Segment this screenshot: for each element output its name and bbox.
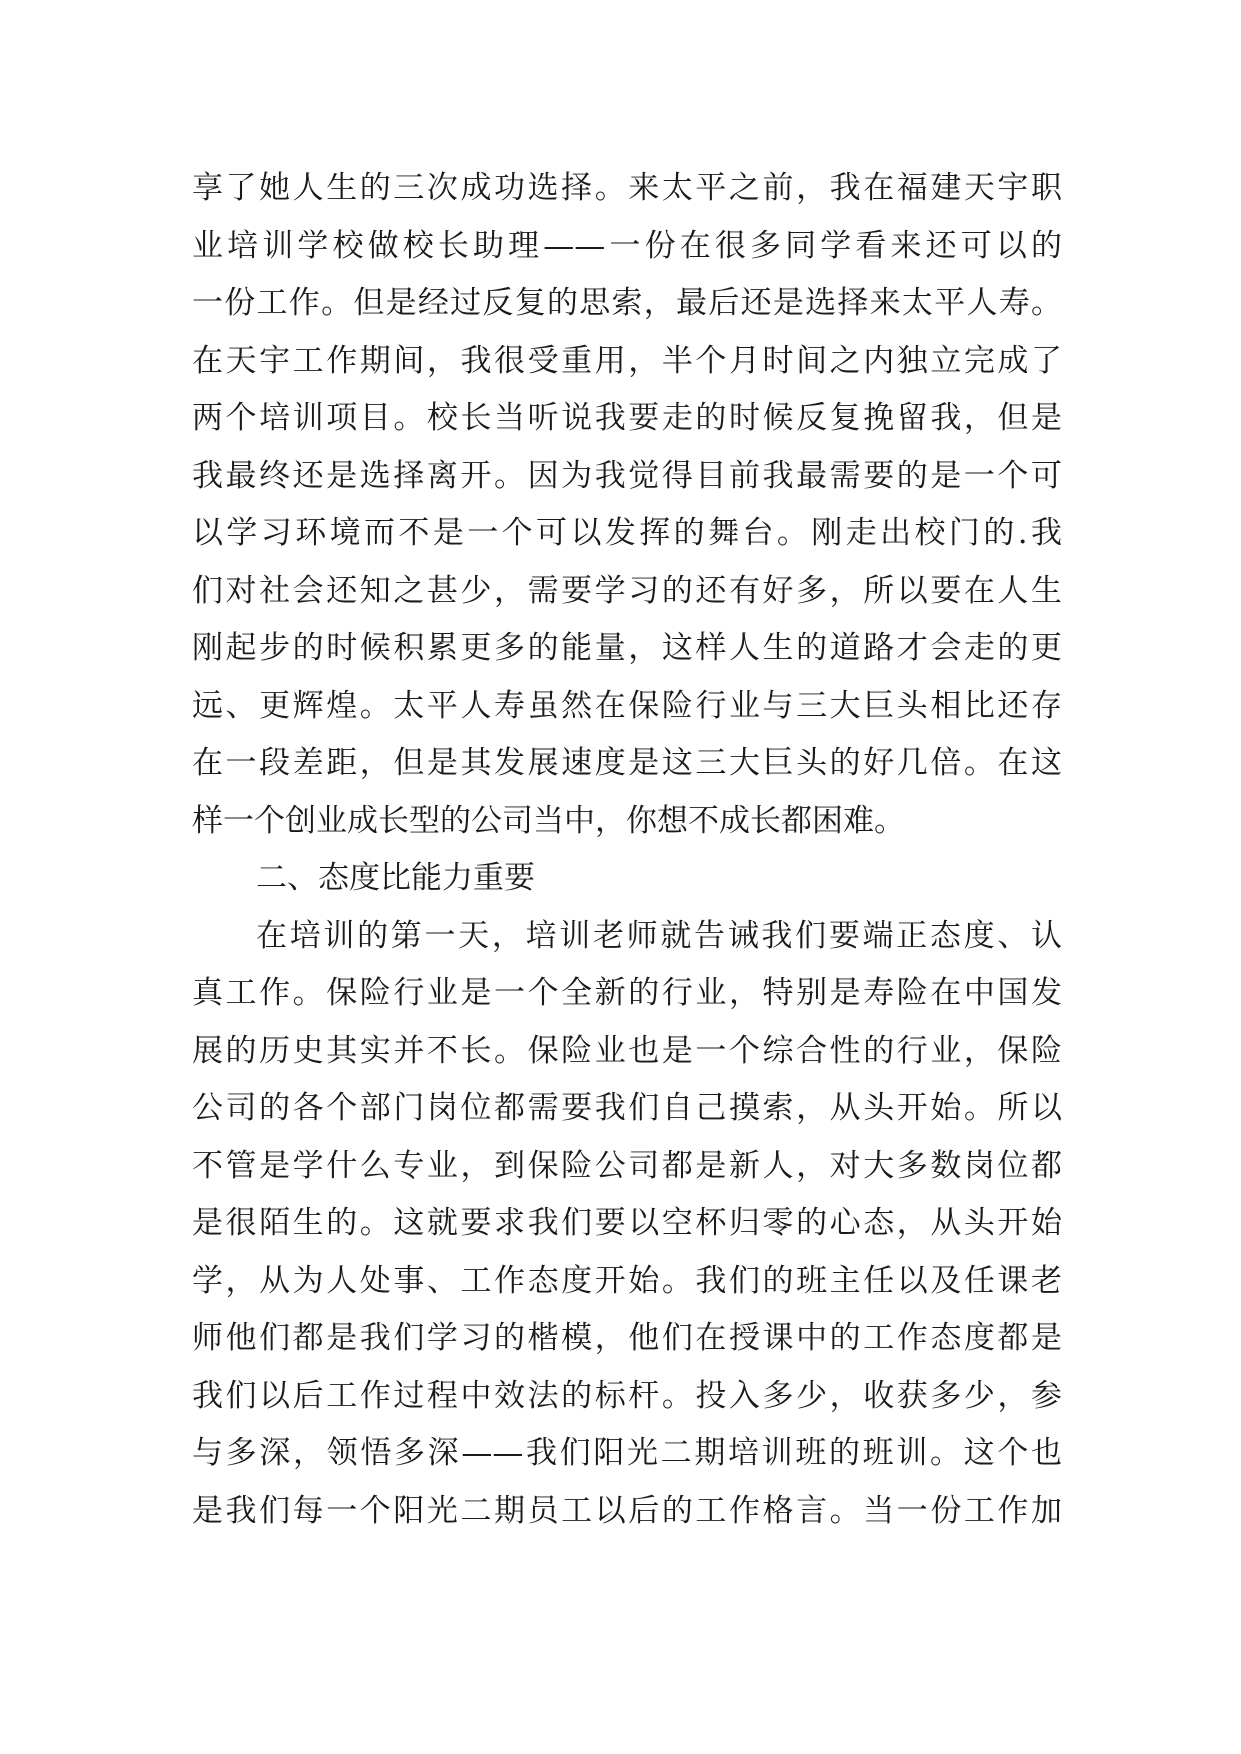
text-line: 与多深，领悟多深——我们阳光二期培训班的班训。这个也 — [192, 1435, 1062, 1471]
text-line: 是我们每一个阳光二期员工以后的工作格言。当一份工作加 — [192, 1492, 1062, 1529]
text-line: 在天宇工作期间，我很受重用，半个月时间之内独立完成了 — [192, 342, 1062, 379]
text-line: 真工作。保险行业是一个全新的行业，特别是寿险在中国发 — [192, 975, 1062, 1011]
text-line: 在一段差距，但是其发展速度是这三大巨头的好几倍。在这 — [192, 745, 1062, 781]
section-heading: 二、态度比能力重要 — [256, 860, 535, 896]
text-line: 不管是学什么专业，到保险公司都是新人，对大多数岗位都 — [192, 1147, 1062, 1184]
body-text — [192, 160, 1062, 1540]
text-line: 是很陌生的。这就要求我们要以空杯归零的心态，从头开始 — [192, 1205, 1062, 1241]
text-line: 刚起步的时候积累更多的能量，这样人生的道路才会走的更 — [192, 630, 1062, 666]
text-line: 在培训的第一天，培训老师就告诫我们要端正态度、认 — [256, 917, 1062, 954]
text-line: 展的历史其实并不长。保险业也是一个综合性的行业，保险 — [192, 1032, 1062, 1069]
text-line: 远、更辉煌。太平人寿虽然在保险行业与三大巨头相比还存 — [192, 687, 1062, 724]
text-line: 以学习环境而不是一个可以发挥的舞台。刚走出校门的.我 — [192, 515, 1062, 551]
text-line: 们对社会还知之甚少，需要学习的还有好多，所以要在人生 — [192, 572, 1062, 609]
text-line: 师他们都是我们学习的楷模，他们在授课中的工作态度都是 — [192, 1320, 1062, 1356]
text-line: 学，从为人处事、工作态度开始。我们的班主任以及任课老 — [192, 1262, 1062, 1299]
text-line: 我最终还是选择离开。因为我觉得目前我最需要的是一个可 — [192, 457, 1062, 494]
text-line: 享了她人生的三次成功选择。来太平之前，我在福建天宇职 — [192, 170, 1062, 206]
text-line: 两个培训项目。校长当听说我要走的时候反复挽留我，但是 — [192, 400, 1062, 436]
text-line: 一份工作。但是经过反复的思索，最后还是选择来太平人寿。 — [192, 285, 1062, 321]
text-line: 业培训学校做校长助理——一份在很多同学看来还可以的 — [192, 227, 1062, 264]
text-line: 我们以后工作过程中效法的标杆。投入多少，收获多少，参 — [192, 1377, 1062, 1414]
text-line: 样一个创业成长型的公司当中，你想不成长都困难。 — [192, 802, 905, 839]
text-line: 公司的各个部门岗位都需要我们自己摸索，从头开始。所以 — [192, 1090, 1062, 1126]
